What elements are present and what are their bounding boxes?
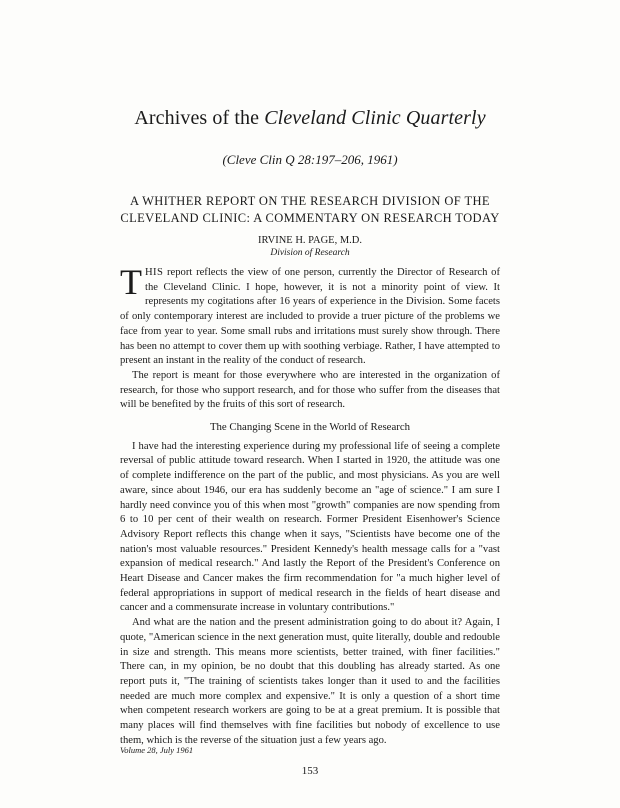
author-name: IRVINE H. PAGE, M.D. bbox=[257, 235, 363, 246]
paragraph-3: I have had the interesting experience during my professional life of seeing a complete reversal of public attitude toward research. When I started in 1920, the attitude was one of complete indifference on the part of the public, and most physicians. As you are well aware, since about 1946, our era has suddenly become an "age of science." I am sure I hardly need convince you of this when most "growth" companies are now spending from 6 to 10 per cent of their wealth on research. Former President Eisenhower's Science Advisory Report reflects this change when it says, "Scientists have become one of the nation's most valuable resources." President Kennedy's health message calls for a "vast expansion of medical research." And lastly the Report of the President's Conference on Heart Disease and Cancer makes the firm recommendation for "a much higher level of federal appropriations in support of medical research in the fields of heart disease and cancer and a commensurate increase in voluntary contributions." bbox=[120, 440, 500, 614]
masthead-journal-name: Cleveland Clinic Quarterly bbox=[264, 107, 486, 129]
paragraph-4: And what are the nation and the present administration going to do about it? Again, I quote, "American science in the next generation must, quite literally, double and redouble in size and strength. This means more scientists, better trained, with finer facilities." There can, in my opinion, be no doubt that this doubling has already started. As one report puts it, "The training of scientists takes longer than it used to and the facilities needed are much more complex and expensive." It is only a question of a short time when competent research workers are going to be at a great premium. It is possible that many places will find themselves with fine facilities but nobody of excellence to use them, which is the reverse of the situation just a few years ago. bbox=[120, 617, 500, 746]
citation-line: (Cleve Clin Q 28:197–206, 1961) bbox=[222, 152, 398, 167]
drop-cap: T bbox=[120, 262, 142, 302]
author-affiliation: Division of Research bbox=[270, 248, 350, 258]
volume-footer: Volume 28, July 1961 bbox=[120, 745, 194, 755]
title-line-1: A WHITHER REPORT ON THE RESEARCH DIVISION OF THE bbox=[130, 194, 490, 208]
author-block bbox=[0, 234, 620, 260]
masthead-prefix: Archives of the bbox=[134, 107, 265, 129]
page-number: 153 bbox=[301, 765, 319, 777]
lead-word: HIS bbox=[145, 267, 164, 278]
title-line-2: CLEVELAND CLINIC: A COMMENTARY ON RESEARCH TODAY bbox=[120, 211, 500, 225]
section-heading: The Changing Scene in the World of Research bbox=[209, 421, 411, 434]
article-title bbox=[120, 193, 500, 227]
paragraph-2: The report is meant for those everywhere who are interested in the organization of research, for those who support research, and for those who suffer from the diseases that will be benefited by the fruits of this sort of research. bbox=[120, 369, 500, 411]
paragraph-1 bbox=[120, 262, 500, 369]
journal-masthead bbox=[0, 107, 620, 130]
article-body bbox=[120, 262, 500, 749]
paragraph-1-text: report reflects the view of one person, currently the Director of Research of the Cleveland Clinic. I hope, however, it is not a minority point of view. It represents my cogitations after 16 years of experience in the Division. Some facets of only contemporary interest are included to provide a truer picture of the problems we face from year to year. Some small rubs and irritations must surely show through. There has been no attempt to cover them up with soothing verbiage. Rather, I have attempted to present an instant in the reality of the conduct of research. bbox=[120, 267, 500, 367]
